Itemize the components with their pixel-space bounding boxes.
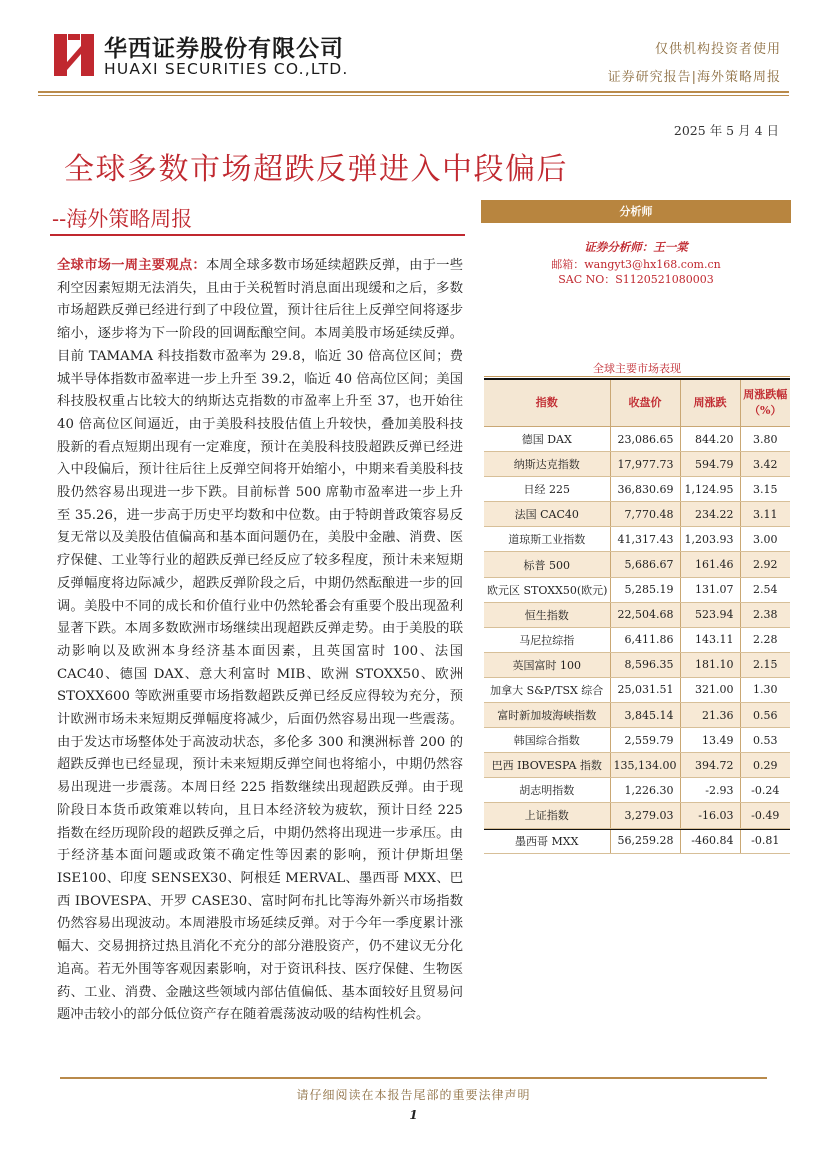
cell-close: 56,259.28 (610, 828, 680, 853)
cell-close: 135,134.00 (610, 753, 680, 778)
cell-pct: 2.38 (740, 602, 790, 627)
col-header-close: 收盘价 (610, 380, 680, 427)
cell-close: 25,031.51 (610, 677, 680, 702)
company-name-en: HUAXI SECURITIES CO.,LTD. (104, 60, 349, 78)
report-subtitle: --海外策略周报 (52, 207, 193, 231)
report-title: 全球多数市场超跌反弹进入中段偏后 (64, 152, 568, 187)
cell-pct: 0.56 (740, 703, 790, 728)
cell-pct: 3.00 (740, 527, 790, 552)
header-rule-thin (38, 95, 789, 96)
cell-close: 1,226.30 (610, 778, 680, 803)
caption-rule (484, 376, 790, 377)
table-row (484, 602, 790, 627)
cell-index-name: 德国 DAX (484, 427, 610, 452)
table-row (484, 477, 790, 502)
audience-label: 仅供机构投资者使用 (654, 42, 781, 57)
cell-index-name: 英国富时 100 (484, 652, 610, 677)
analyst-sac-number: SAC NO：S1120521080003 (558, 273, 714, 286)
cell-close: 36,830.69 (610, 477, 680, 502)
cell-change: -460.84 (680, 828, 740, 853)
cell-pct: 3.42 (740, 452, 790, 477)
cell-index-name: 上证指数 (484, 803, 610, 828)
col-header-pct: 周涨跌幅（%） (740, 380, 790, 427)
cell-close: 5,686.67 (610, 552, 680, 577)
report-type-label: 证券研究报告|海外策略周报 (607, 70, 781, 85)
cell-close: 3,279.03 (610, 803, 680, 828)
cell-pct: 2.54 (740, 577, 790, 602)
cell-pct: 1.30 (740, 677, 790, 702)
analyst-name: 证券分析师：王一棠 (584, 240, 688, 254)
cell-index-name: 法国 CAC40 (484, 502, 610, 527)
table-row (484, 753, 790, 778)
cell-index-name: 纳斯达克指数 (484, 452, 610, 477)
report-date: 2025 年 5 月 4 日 (673, 123, 779, 138)
table-bottom-rule (484, 829, 790, 830)
cell-change: 13.49 (680, 728, 740, 753)
cell-index-name: 富时新加坡海峡指数 (484, 703, 610, 728)
cell-index-name: 墨西哥 MXX (484, 828, 610, 853)
table-row (484, 577, 790, 602)
cell-pct: -0.81 (740, 828, 790, 853)
legal-notice: 请仔细阅读在本报告尾部的重要法律声明 (296, 1088, 531, 1102)
cell-close: 22,504.68 (610, 602, 680, 627)
cell-change: 161.46 (680, 552, 740, 577)
cell-change: 181.10 (680, 652, 740, 677)
table-row (484, 527, 790, 552)
cell-close: 5,285.19 (610, 577, 680, 602)
cell-index-name: 加拿大 S&P/TSX 综合 (484, 677, 610, 702)
cell-change: 1,124.95 (680, 477, 740, 502)
cell-close: 7,770.48 (610, 502, 680, 527)
page-number: 1 (409, 1108, 418, 1122)
cell-index-name: 道琼斯工业指数 (484, 527, 610, 552)
cell-change: -16.03 (680, 803, 740, 828)
col-header-change: 周涨跌 (680, 380, 740, 427)
cell-close: 23,086.65 (610, 427, 680, 452)
cell-index-name: 巴西 IBOVESPA 指数 (484, 753, 610, 778)
table-row (484, 452, 790, 477)
weekly-view-text: 本周全球多数市场延续超跌反弹，由于一些利空因素短期无法消失，且由于关税暂时消息面出现缓和之后，多数市场超跌反弹已经进行到了中段位置，预计往后往上反弹空间将逐步缩小，逐步将为下一阶段的回调酝酿空间。本周美股市场延续反弹。目前 TAMAMA 科技指数市盈率为 29.8，临近 30 倍高位区间；费城半导体指数市盈率进一步上升至 39.2，临近 40 倍高位区间；美国科技股权重占比较大的纳斯达克指数的市盈率上升至 37，也开始往 40 倍高位区间逼近，由于美股科技股估值上升较快，叠加美股科技股新的看点短期出现有一定难度，预计在美股科技股超跌反弹已经进入中段偏后，预计往后往上反弹空间将开始缩小，中期来看美股科技股仍然容易出现进一步下跌。目前标普 500 席勒市盈率进一步上升至 35.26，进一步高于历史平均数和中位数。由于特朗普政策容易反复无常以及美股估值偏高和基本面问题仍在，美股中金融、消费、医疗保健、工业等行业的超跌反弹已经反应了较多程度，预计未来短期反弹幅度将边际减少，超跌反弹阶段之后，中期仍然酝酿进一步的回调。美股中不同的成长和价值行业中仍然轮番会有重要个股出现盈利显著下跌。本周多数欧洲市场继续出现超跌反弹走势。由于美股的联动影响以及欧洲本身经济基本面因素，且英国富时 100、法国 CAC40、德国 DAX、意大利富时 MIB、欧洲 STOXX50、欧洲 STOXX600 等欧洲重要市场指数超跌反弹已经反应得较为充分，预计欧洲市场未来短期反弹幅度将减少，后面仍然容易出现一些震荡。由于发达市场整体处于高波动状态，多伦多 300 和澳洲标普 200 的超跌反弹也已经显现，预计未来短期反弹空间也将缩小，中期仍然容易出现进一步震荡。本周日经 225 指数继续出现超跌反弹。由于现阶段日本货币政策难以转向，且日本经济较为疲软，预计日经 225 指数在经历现阶段的超跌反弹之后，中期仍然将出现进一步承压。由于经济基本面问题或政策不确定性等因素的影响，预计伊斯坦堡 ISE100、印度 SENSEX30、阿根廷 MERVAL、墨西哥 MXX、巴西 IBOVESPA、开罗 CASE30、富时阿布扎比等海外新兴市场指数仍然容易出现波动。本周港股市场延续反弹。对于今年一季度累计涨幅大、交易拥挤过热且消化不充分的部分港股资产，仍不建议无分化追高。若无外围等客观因素影响，对于资讯科技、医疗保健、生物医药、工业、消费、金融这些领域内部估值偏低、基本面较好且贸易问题冲击较小的部分低位资产存在随着震荡波动吸的结构性机会。 (57, 258, 464, 1023)
cell-index-name: 欧元区 STOXX50(欧元) (484, 577, 610, 602)
table-row (484, 627, 790, 652)
col-header-index: 指数 (484, 380, 610, 427)
cell-change: 394.72 (680, 753, 740, 778)
table-row (484, 652, 790, 677)
cell-change: 21.36 (680, 703, 740, 728)
table-row (484, 778, 790, 803)
cell-change: 143.11 (680, 627, 740, 652)
cell-index-name: 胡志明指数 (484, 778, 610, 803)
company-name-cn: 华西证券股份有限公司 (104, 36, 344, 62)
analyst-section-header: 分析师 (481, 200, 791, 223)
weekly-view-paragraph (57, 255, 463, 1027)
weekly-view-lead: 全球市场一周主要观点： (57, 258, 206, 273)
cell-change: 594.79 (680, 452, 740, 477)
market-performance-table (484, 380, 790, 854)
cell-pct: -0.24 (740, 778, 790, 803)
cell-index-name: 恒生指数 (484, 602, 610, 627)
table-row (484, 803, 790, 828)
cell-close: 8,596.35 (610, 652, 680, 677)
cell-index-name: 马尼拉综指 (484, 627, 610, 652)
cell-change: 234.22 (680, 502, 740, 527)
cell-pct: 3.11 (740, 502, 790, 527)
cell-pct: 2.28 (740, 627, 790, 652)
cell-change: 523.94 (680, 602, 740, 627)
cell-pct: 3.15 (740, 477, 790, 502)
table-row (484, 552, 790, 577)
cell-index-name: 标普 500 (484, 552, 610, 577)
footer-rule (60, 1077, 767, 1079)
cell-pct: -0.49 (740, 803, 790, 828)
table-header-row (484, 380, 790, 427)
cell-pct: 0.29 (740, 753, 790, 778)
cell-close: 41,317.43 (610, 527, 680, 552)
cell-index-name: 韩国综合指数 (484, 728, 610, 753)
cell-pct: 2.92 (740, 552, 790, 577)
huaxi-logo-icon (54, 32, 94, 78)
cell-pct: 0.53 (740, 728, 790, 753)
cell-index-name: 日经 225 (484, 477, 610, 502)
cell-change: 844.20 (680, 427, 740, 452)
subtitle-rule (50, 234, 465, 236)
table-row (484, 703, 790, 728)
cell-change: 131.07 (680, 577, 740, 602)
cell-close: 2,559.79 (610, 728, 680, 753)
table-row (484, 728, 790, 753)
header-rule (38, 91, 789, 93)
table-row (484, 828, 790, 853)
cell-close: 17,977.73 (610, 452, 680, 477)
cell-change: 321.00 (680, 677, 740, 702)
cell-change: -2.93 (680, 778, 740, 803)
table-row (484, 677, 790, 702)
cell-change: 1,203.93 (680, 527, 740, 552)
table-row (484, 502, 790, 527)
table-row (484, 427, 790, 452)
cell-close: 6,411.86 (610, 627, 680, 652)
cell-pct: 2.15 (740, 652, 790, 677)
cell-pct: 3.80 (740, 427, 790, 452)
market-table-caption: 全球主要市场表现 (593, 362, 681, 375)
cell-close: 3,845.14 (610, 703, 680, 728)
analyst-email: 邮箱：wangyt3@hx168.com.cn (551, 258, 721, 271)
